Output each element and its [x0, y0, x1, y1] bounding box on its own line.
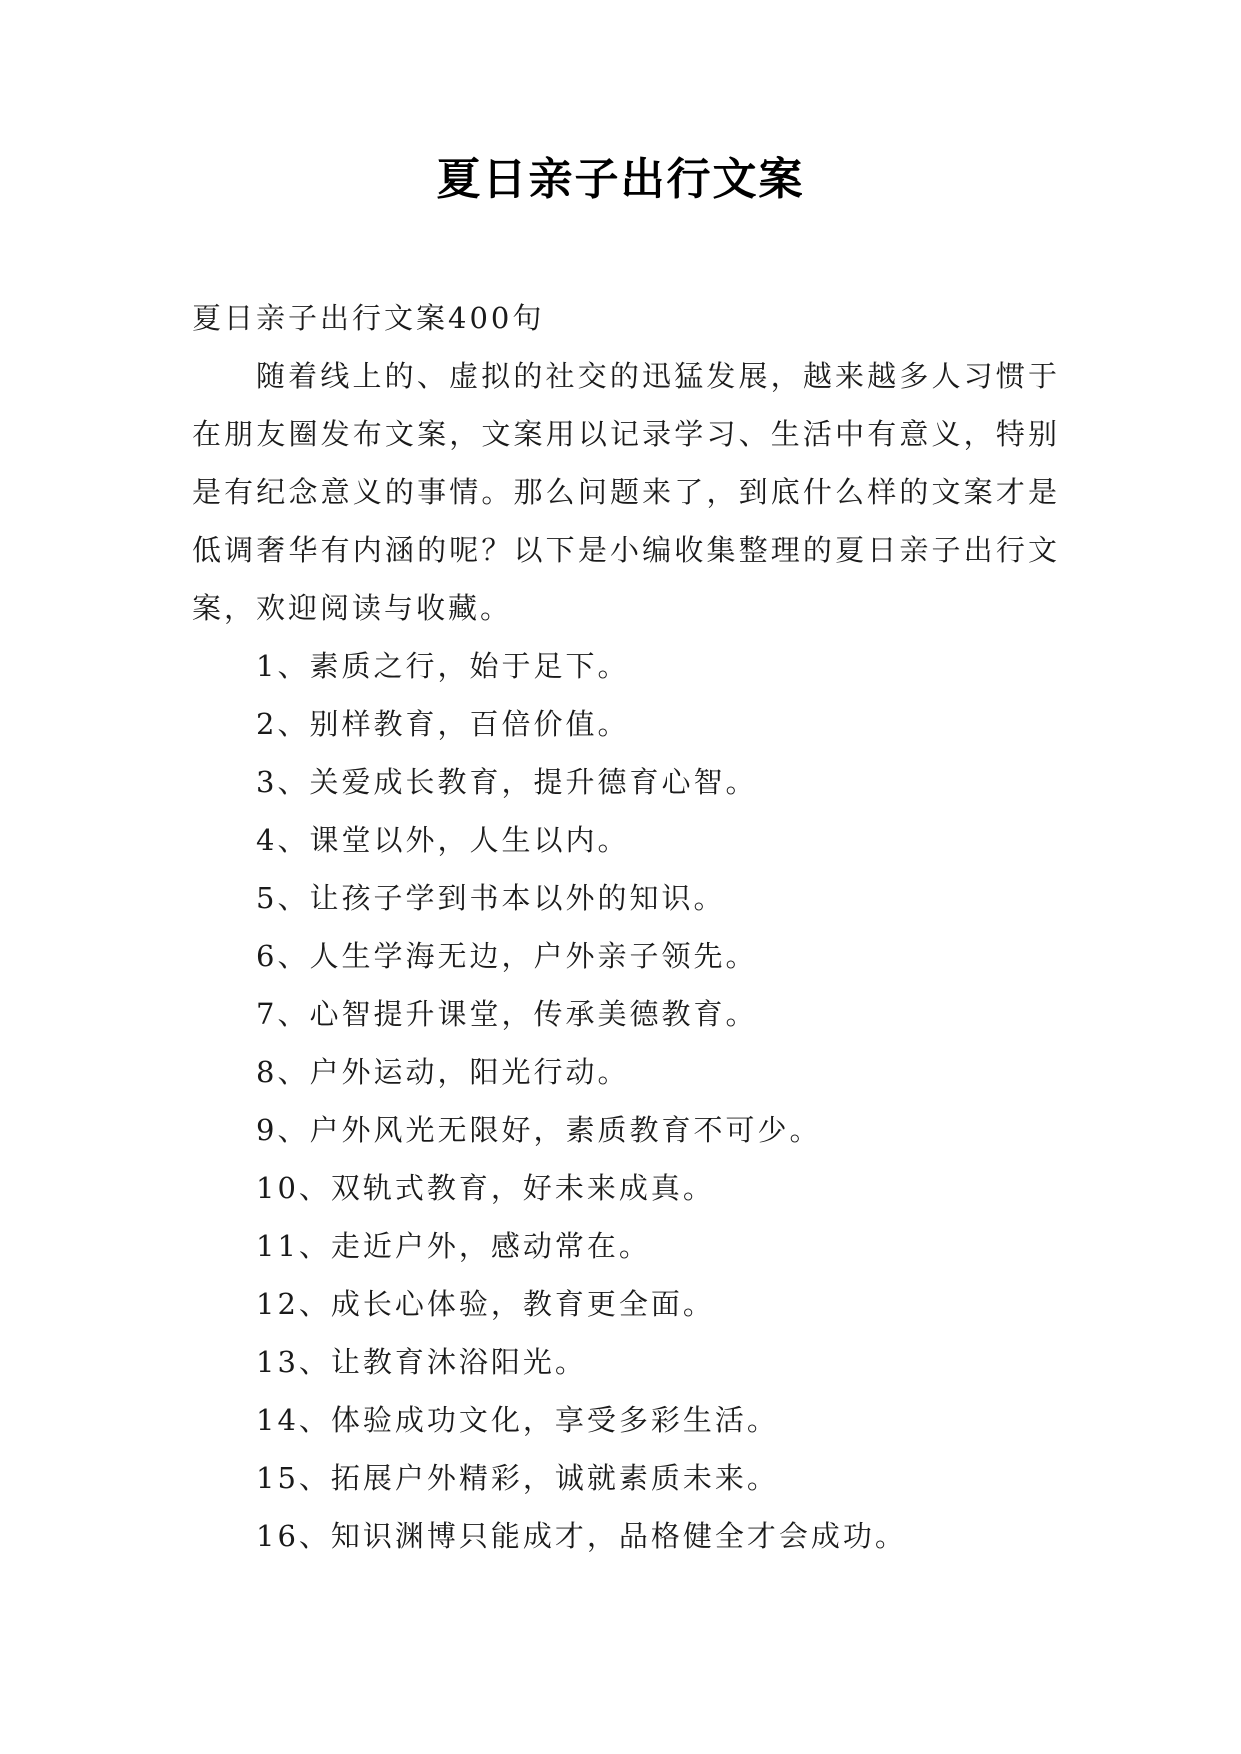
list-item: 11、走近户外，感动常在。: [256, 1229, 651, 1263]
list-item: 15、拓展户外精彩，诚就素质未来。: [256, 1461, 779, 1495]
list-item: 9、户外风光无限好，素质教育不可少。: [256, 1113, 822, 1147]
list-item: 5、让孩子学到书本以外的知识。: [256, 881, 726, 915]
list-item: 6、人生学海无边，户外亲子领先。: [256, 939, 758, 973]
intro-paragraph: 随着线上的、虚拟的社交的迅猛发展，越来越多人习惯于在朋友圈发布文案，文案用以记录学习、生活中有意义，特别是有纪念意义的事情。那么问题来了，到底什么样的文案才是低调奢华有内涵的呢？以下是小编收集整理的夏日亲子出行文案，欢迎阅读与收藏。: [192, 359, 1060, 625]
document-subtitle: 夏日亲子出行文案400句: [192, 301, 545, 335]
document-title: 夏日亲子出行文案: [436, 154, 805, 205]
list-item: 12、成长心体验，教育更全面。: [256, 1287, 715, 1321]
list-item: 14、体验成功文化，享受多彩生活。: [256, 1403, 779, 1437]
list-item: 13、让教育沐浴阳光。: [256, 1345, 587, 1379]
list-item: 3、关爱成长教育，提升德育心智。: [256, 765, 758, 799]
document-body: [192, 289, 1060, 1565]
list-item: 4、课堂以外，人生以内。: [256, 823, 630, 857]
list-item: 16、知识渊博只能成才，品格健全才会成功。: [256, 1519, 907, 1553]
list-item: 7、心智提升课堂，传承美德教育。: [256, 997, 758, 1031]
list-item: 8、户外运动，阳光行动。: [256, 1055, 630, 1089]
list-item: 2、别样教育，百倍价值。: [256, 707, 630, 741]
list-item: 10、双轨式教育，好未来成真。: [256, 1171, 715, 1205]
list-item: 1、素质之行，始于足下。: [256, 649, 630, 683]
